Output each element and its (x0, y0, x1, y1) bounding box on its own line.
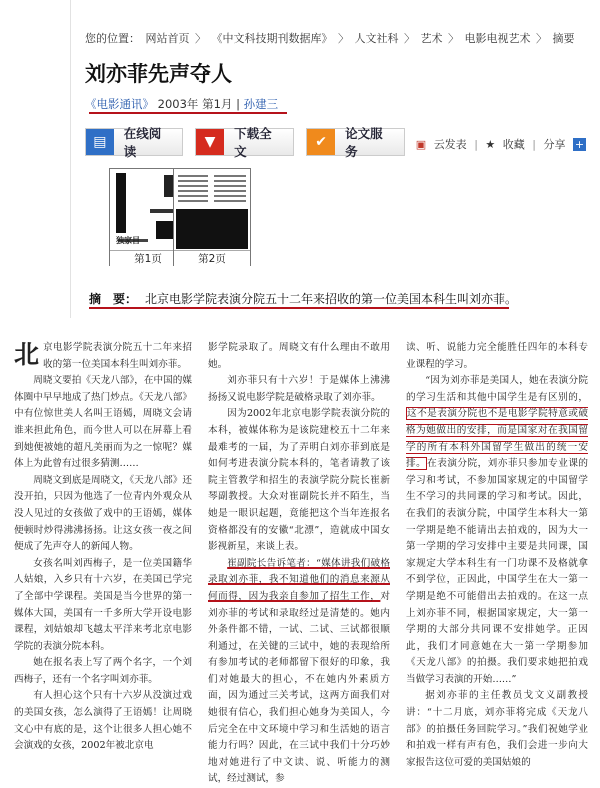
comment-link[interactable]: 云发表 (433, 138, 467, 151)
breadcrumb-sep: 〉 (448, 32, 459, 45)
paragraph: 周晓文到底是周晓文，《天龙八部》还没开拍，只因为他选了一位青内外观众从没人见过的女孩做了戏中的王语嫣，媒体便顿时炒得沸沸扬扬。让这女孩一夜之间便成了先声夺人的新闻人物。 (14, 474, 192, 553)
thumb-2-caption: 第2页 (174, 250, 250, 266)
page-title: 刘亦菲先声夺人 (85, 62, 232, 86)
breadcrumb-sep: 〉 (195, 32, 206, 45)
comment-icon: ▣ (415, 138, 427, 151)
breadcrumb-database[interactable]: 《中文科技期刊数据库》 (211, 32, 333, 45)
article-scan (4, 322, 600, 785)
breadcrumb-film[interactable]: 电影电视艺术 (464, 32, 531, 45)
breadcrumb-sep: 〉 (338, 32, 349, 45)
service-icon: ✔ (307, 129, 335, 155)
read-online-button[interactable] (85, 126, 183, 159)
paragraph: 女孩名叫刘西梅子，是一位美国籍华人姑娘，入乡只有十六岁，在美国已学完了全部中学课程。美国是当今世界的第一媒体大国，美国有一千多所大学开设电影课程，刘姑娘却飞越太平洋来考北京电影学院的表演分院本科。 (14, 557, 192, 652)
paper-service-button[interactable] (306, 126, 405, 159)
breadcrumb-current: 摘要 (552, 32, 575, 45)
article-meta (85, 96, 278, 112)
meta-divider: | (236, 97, 240, 111)
journal-link[interactable]: 《电影通讯》 (85, 97, 154, 111)
paragraph: 崔副院长告诉笔者：“媒体讲我们破格录取刘亦菲，我不知道他们的消息来源从何而得，因为我亲自参加了招生工作，对刘亦菲的考试和录取经过是清楚的。她内外条件都不错，一试、二试、三试都很顺利通过，在关键的三试中，她的表现给所有参加考试的老师都留下很好的印象，我们对她最大的担心，不在她内外素质方面，因为通过三关考试，这两方面我们对她很有信心，我们担心她身为美国人，今后完全在中文环境中学习和生活她的语言能力行吗？因此，在三试中我们十分巧妙地对她进行了中文读、说、听能力的测试，经过测试，参 (208, 557, 390, 785)
abstract-label: 摘 要： (89, 292, 138, 306)
page-2-preview (174, 169, 250, 249)
action-buttons (85, 126, 405, 159)
article-column-2 (208, 340, 390, 785)
page-thumbnail-2[interactable] (173, 168, 251, 266)
read-icon: ▤ (86, 129, 114, 155)
article-info-panel (70, 0, 600, 318)
service-label: 论文服务 (345, 126, 383, 159)
pdf-icon: ▼ (196, 129, 224, 155)
paragraph: 据刘亦菲的主任教员戈文义副教授讲：“十二月底，刘亦菲将完成《天龙八部》的拍摄任务回院学习。”我们祝她学业和拍戏一样有声有色，我们会进一步向大家报告这位可爱的美国姑娘的 (406, 690, 588, 768)
issue: 第1月 (202, 97, 233, 111)
plus-icon[interactable]: + (574, 138, 585, 151)
highlighted-text: 崔副院长告诉笔者：“媒体讲我们破格录取刘亦菲，我不知道他们的消息来源从何而得，因为我亲自参加了招生工作， (208, 557, 390, 602)
toolbar-links: ▣ 云发表 | ★ 收藏 | 分享 + (415, 138, 585, 151)
paragraph: 因为2002年北京电影学院表演分院的本科，被媒体称为是该院建校五十二年来最难考的一届，为了弄明白刘亦菲到底是如何考进表演分院本科的，笔者请教了该院主管教学和招生的表演学院分院长崔新琴副教授。大众对崔副院长并不陌生，当她是一眼识起题，竟能把这个当年连报名资格都没有的安徽“北漂”，造就成中国女影视新星，来谈上表。 (208, 408, 390, 553)
author-link[interactable]: 孙建三 (243, 97, 279, 111)
download-button[interactable] (195, 126, 294, 159)
read-online-label: 在线阅读 (123, 126, 162, 159)
breadcrumb-home[interactable]: 网站首页 (145, 32, 190, 45)
article-column-1 (14, 340, 192, 752)
paragraph: 周晓文要拍《天龙八部》，在中国的媒体圈中早早地成了热门炒点。《天龙八部》中有位惊世美人名叫王语嫣，周晓文会请谁来担此角色，而今世人可以在屏幕上看到她便被她的超凡美丽而为之一惊呢？媒体上为此曾有过很多猜测…… (14, 375, 192, 470)
year: 2003年 (157, 97, 199, 111)
paragraph: 影学院录取了。周晓文有什么理由不敢用她。 (208, 342, 390, 370)
paragraph: 读、听、说能力完全能胜任四年的本科专业课程的学习。 (406, 342, 588, 370)
paragraph: 她在报名表上写了两个名字，一个刘西梅子，还有一个名字叫刘亦菲。 (14, 657, 192, 685)
download-label: 下载全文 (234, 126, 272, 159)
favorite-link[interactable]: 收藏 (502, 138, 525, 151)
star-icon: ★ (485, 138, 496, 151)
abstract-underline (89, 307, 509, 309)
boxed-text: 这不是表演分院也不是电影学院特意或破格为她做出的安排，而是国家对在我国留学的所有本科外国留学生做出的统一安排。 (406, 408, 588, 470)
paragraph: 刘亦菲只有十六岁！于是媒体上沸沸扬扬又说电影学院是破格录取了刘亦菲。 (208, 375, 390, 403)
paragraph: 有人担心这个只有十六岁从没演过戏的美国女孩，怎么演得了王语嫣！让周晓文心中有底的是，这个让很多人担心她不会演戏的女孩，2002年被北京电 (14, 690, 192, 752)
share-link[interactable]: 分享 (543, 138, 566, 151)
dropcap: 北 (14, 340, 40, 369)
breadcrumb-sep: 〉 (404, 32, 415, 45)
meta-underline (89, 112, 287, 114)
thumb-1-text: 独家目 (116, 236, 140, 245)
article-column-3 (406, 340, 589, 768)
paragraph: 北京电影学院表演分院五十二年来招收的第一位美国本科生叫刘亦菲。 (14, 340, 192, 370)
thumb-1-caption: 第1页 (110, 250, 186, 266)
breadcrumb (85, 30, 577, 46)
breadcrumb-art[interactable]: 艺术 (420, 32, 443, 45)
abstract (89, 290, 517, 307)
abstract-text: 北京电影学院表演分院五十二年来招收的第一位美国本科生叫刘亦菲。 (145, 292, 518, 306)
breadcrumb-humanities[interactable]: 人文社科 (354, 32, 399, 45)
paragraph: “因为刘亦菲是美国人，她在表演分院的学习生活和其他中国学生是有区别的，这不是表演分院也不是电影学院特意或破格为她做出的安排，而是国家对在我国留学的所有本科外国留学生做出的统一安排。在表演分院，刘亦菲只参加专业课的学习和考试，不参加国家规定的中国留学生不学习的共同课的学习和考试。因此，在我们的表演分院，中国学生本科大一第一学期是绝不能请出去拍戏的，因为大一第一学期的学习安排中主要是共同课，国家规定大学本科生有一门功课不及格就拿不到学位，正因此，中国学生在大一第一学期是绝不可能借出去拍戏的。在这一点上刘亦菲不同，根据国家规定，大一第一学期的大部分共同课不安排她学。正因此，我们才同意她在大一第一学期参加《天龙八部》的拍摄。我们要求她把拍戏当做学习表演的开始……” (406, 375, 589, 685)
breadcrumb-sep: 〉 (536, 32, 547, 45)
breadcrumb-label: 您的位置： (85, 32, 140, 45)
